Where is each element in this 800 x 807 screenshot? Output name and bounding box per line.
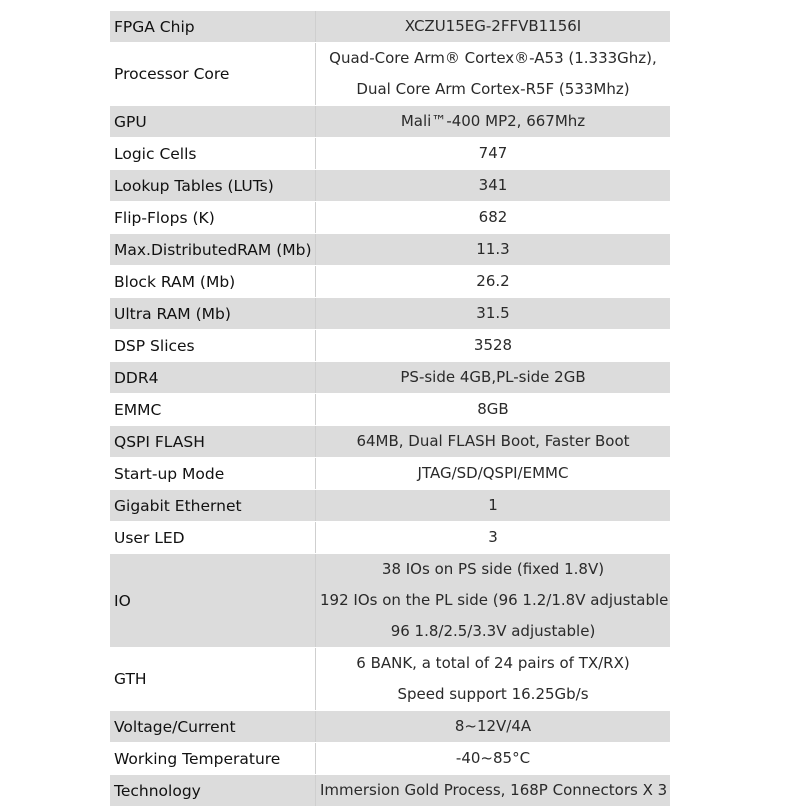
spec-label: DSP Slices xyxy=(110,330,316,362)
spec-value xyxy=(316,298,671,330)
spec-value-line: Quad-Core Arm® Cortex®-A53 (1.333Ghz), xyxy=(329,49,657,67)
spec-value xyxy=(316,11,671,43)
spec-value xyxy=(316,266,671,298)
spec-row xyxy=(110,711,670,743)
spec-value-line: 11.3 xyxy=(476,240,510,258)
spec-row xyxy=(110,743,670,775)
spec-value xyxy=(316,711,671,743)
spec-row xyxy=(110,394,670,426)
spec-value xyxy=(316,554,671,648)
spec-row xyxy=(110,490,670,522)
spec-label: Logic Cells xyxy=(110,138,316,170)
spec-row xyxy=(110,266,670,298)
spec-value xyxy=(316,362,671,394)
spec-row xyxy=(110,362,670,394)
spec-label: Working Temperature xyxy=(110,743,316,775)
spec-value-line: 341 xyxy=(478,176,508,194)
spec-row xyxy=(110,775,670,807)
spec-label: Technology xyxy=(110,775,316,807)
spec-value-line: 8GB xyxy=(477,400,509,418)
spec-value-line: XCZU15EG-2FFVB1156I xyxy=(404,17,582,35)
spec-value xyxy=(316,138,671,170)
spec-label: Voltage/Current xyxy=(110,711,316,743)
spec-value xyxy=(316,170,671,202)
spec-value-line: -40~85°C xyxy=(455,749,531,767)
spec-value-line: 64MB, Dual FLASH Boot, Faster Boot xyxy=(356,432,630,450)
spec-label: Max.DistributedRAM (Mb) xyxy=(110,234,316,266)
spec-label: User LED xyxy=(110,522,316,554)
spec-value-line: Speed support 16.25Gb/s xyxy=(397,685,589,703)
spec-row xyxy=(110,426,670,458)
spec-value xyxy=(316,775,671,807)
spec-value-line: 38 IOs on PS side (fixed 1.8V) xyxy=(381,560,605,578)
spec-value xyxy=(316,458,671,490)
spec-value xyxy=(316,330,671,362)
spec-value xyxy=(316,522,671,554)
spec-value-line: 96 1.8/2.5/3.3V adjustable) xyxy=(390,622,596,640)
spec-row xyxy=(110,648,670,711)
spec-value-line: 8~12V/4A xyxy=(454,717,532,735)
spec-value-line: Dual Core Arm Cortex-R5F (533Mhz) xyxy=(356,80,630,98)
spec-row xyxy=(110,202,670,234)
spec-table-body xyxy=(110,11,670,807)
spec-value-line: 3528 xyxy=(473,336,513,354)
spec-value-line: 31.5 xyxy=(476,304,510,322)
spec-value-line: 192 IOs on the PL side (96 1.2/1.8V adjustable xyxy=(320,591,669,609)
spec-label: QSPI FLASH xyxy=(110,426,316,458)
spec-row xyxy=(110,106,670,138)
spec-row xyxy=(110,138,670,170)
spec-row xyxy=(110,554,670,648)
spec-table xyxy=(110,11,670,807)
spec-value xyxy=(316,43,671,106)
spec-value xyxy=(316,202,671,234)
spec-label: DDR4 xyxy=(110,362,316,394)
spec-row xyxy=(110,330,670,362)
spec-value-line: 747 xyxy=(478,144,508,162)
spec-row xyxy=(110,458,670,490)
spec-row xyxy=(110,43,670,106)
spec-label: Processor Core xyxy=(110,43,316,106)
spec-value-line: 3 xyxy=(488,528,498,546)
spec-value xyxy=(316,234,671,266)
spec-label: IO xyxy=(110,554,316,648)
spec-value-line: JTAG/SD/QSPI/EMMC xyxy=(417,464,569,482)
spec-label: GTH xyxy=(110,648,316,711)
spec-value-line: 6 BANK, a total of 24 pairs of TX/RX) xyxy=(356,654,630,672)
spec-label: GPU xyxy=(110,106,316,138)
spec-value-line: Immersion Gold Process, 168P Connectors X 3 xyxy=(320,781,668,799)
spec-value xyxy=(316,648,671,711)
spec-label: Gigabit Ethernet xyxy=(110,490,316,522)
spec-value xyxy=(316,743,671,775)
spec-value xyxy=(316,490,671,522)
spec-value-line: 682 xyxy=(478,208,508,226)
spec-value-line: Mali™-400 MP2, 667Mhz xyxy=(400,112,586,130)
spec-row xyxy=(110,170,670,202)
spec-label: EMMC xyxy=(110,394,316,426)
spec-value-line: 26.2 xyxy=(476,272,510,290)
spec-label: Block RAM (Mb) xyxy=(110,266,316,298)
spec-label: Lookup Tables (LUTs) xyxy=(110,170,316,202)
spec-value-line: 1 xyxy=(488,496,498,514)
spec-row xyxy=(110,298,670,330)
spec-value xyxy=(316,426,671,458)
spec-value xyxy=(316,106,671,138)
spec-row xyxy=(110,11,670,43)
spec-row xyxy=(110,522,670,554)
spec-label: Flip-Flops (K) xyxy=(110,202,316,234)
spec-label: Ultra RAM (Mb) xyxy=(110,298,316,330)
spec-label: FPGA Chip xyxy=(110,11,316,43)
spec-value xyxy=(316,394,671,426)
spec-row xyxy=(110,234,670,266)
spec-label: Start-up Mode xyxy=(110,458,316,490)
spec-value-line: PS-side 4GB,PL-side 2GB xyxy=(400,368,586,386)
